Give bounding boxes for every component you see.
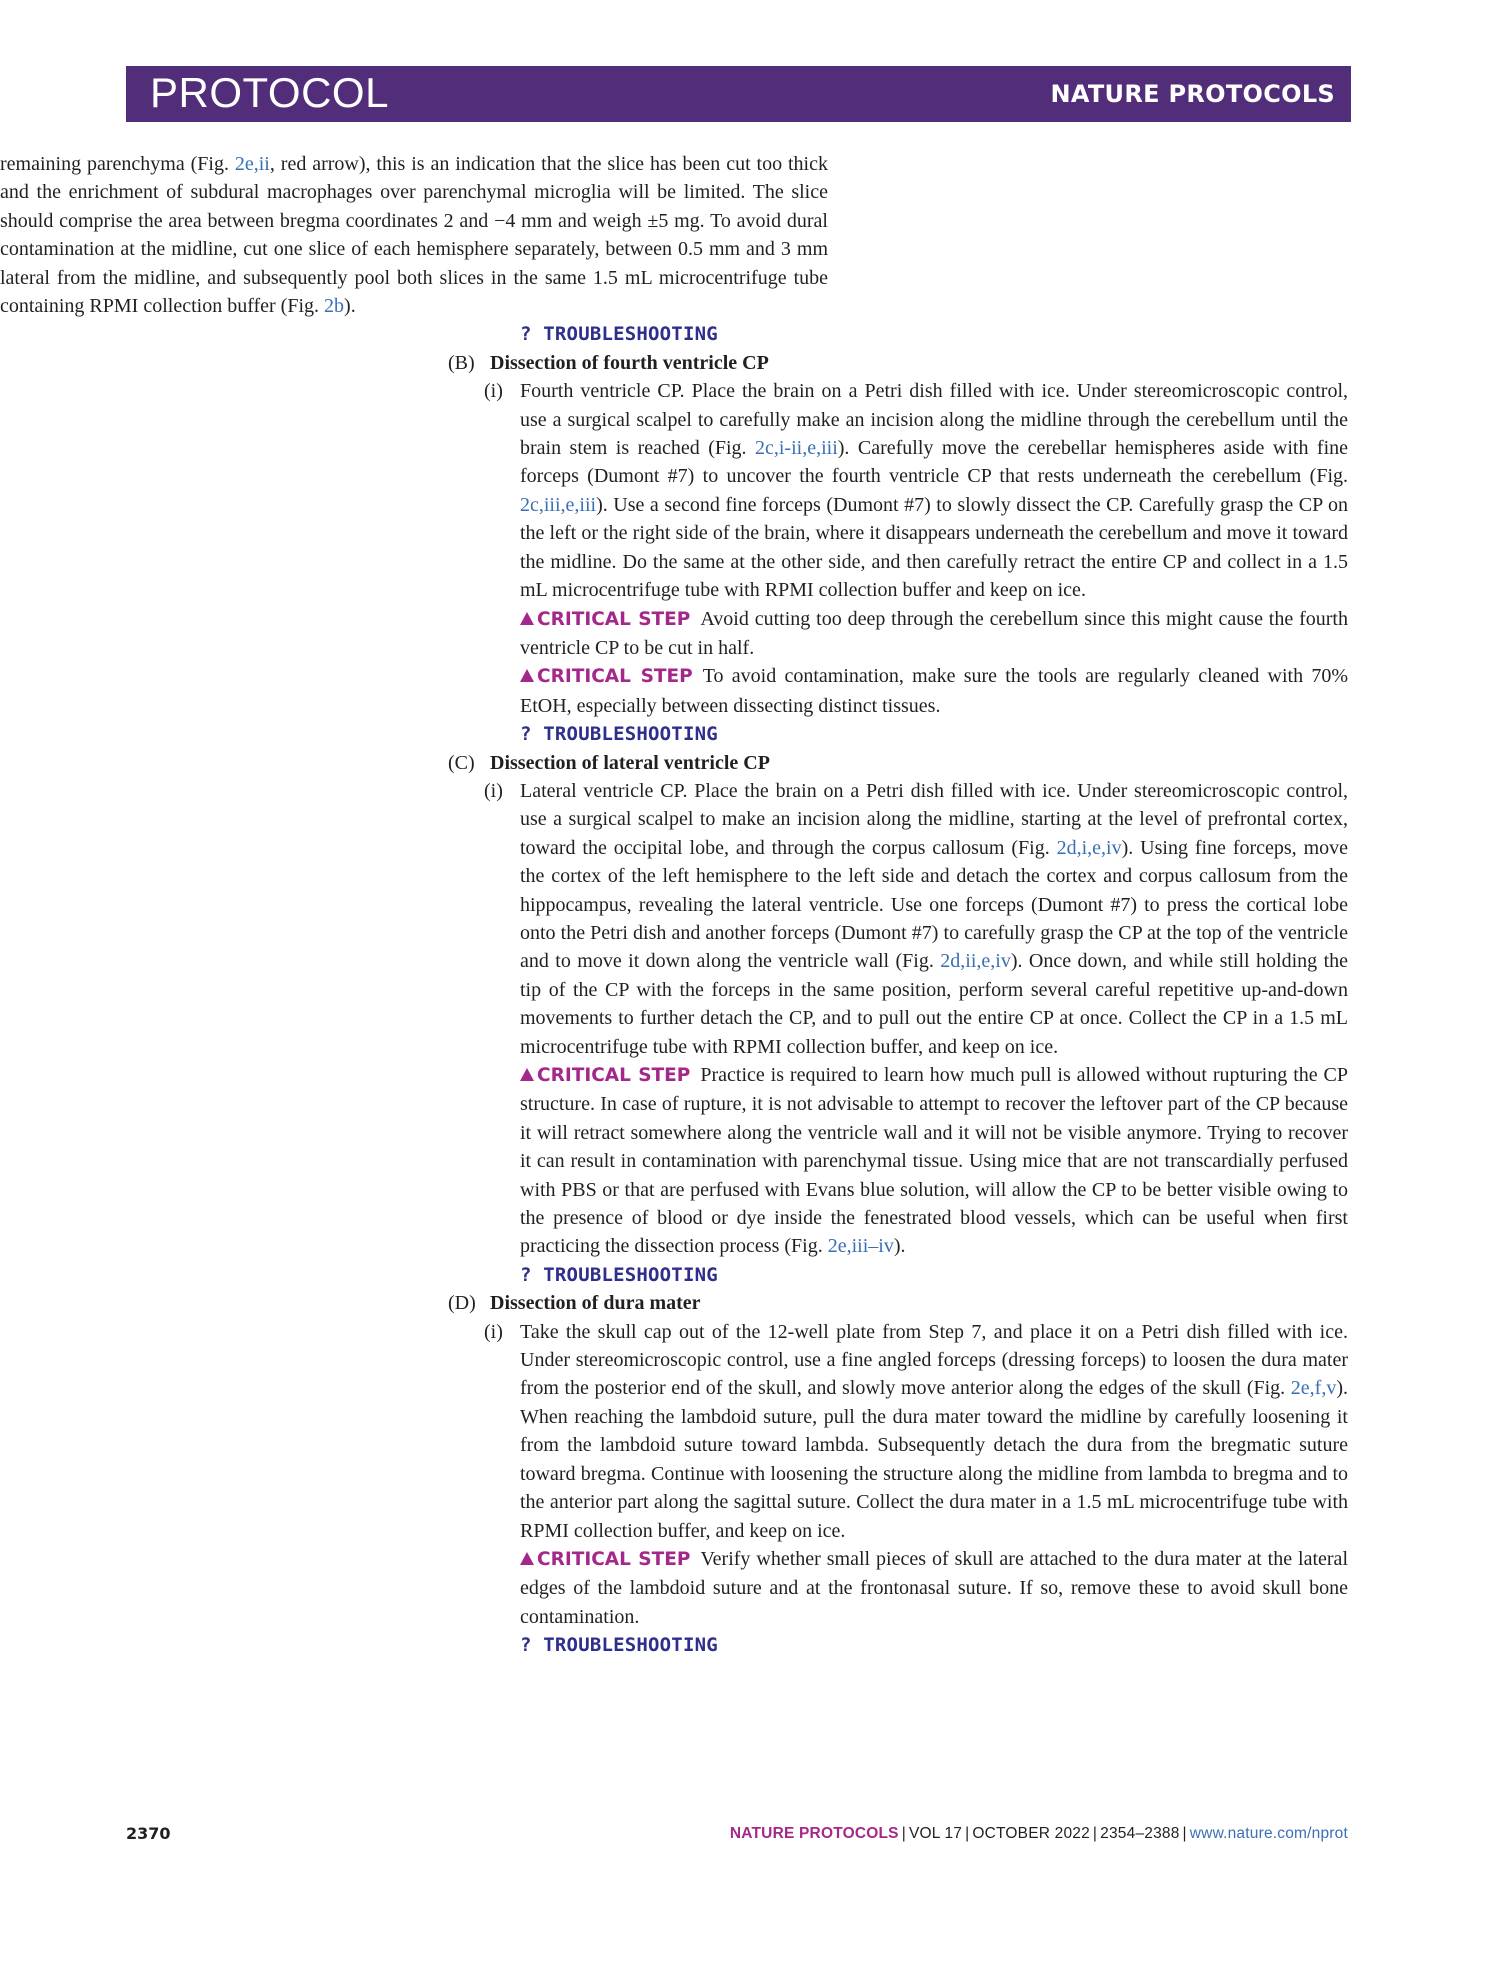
figure-link[interactable]: 2d,i,e,iv — [1056, 836, 1122, 859]
text: remaining parenchyma (Fig. — [0, 153, 235, 175]
header-bar — [126, 66, 1351, 122]
separator: | — [965, 1825, 970, 1842]
intro-paragraph — [0, 150, 828, 320]
text: ). Carefully move the cerebellar hemispheres aside with fine forceps (Dumont #7) to uncover the fourth ventricle CP that rests underneath the cerebellum (Fig. — [520, 437, 1348, 488]
footer-journal: NATURE PROTOCOLS — [729, 1825, 899, 1842]
text: , red arrow), this is an indication that the slice has been cut too thick and the enrichment of subdural macrophages over parenchymal microglia will be limited. The slice should comprise the area between bregma coordinates 2 and −4 mm and weigh ±5 mg. To avoid dural contamination at the midline, cut one slice of each hemisphere separately, between 0.5 mm and 3 mm lateral from the midline, and subsequently pool both slices in the same 1.5 mL microcentrifuge tube containing RPMI collection buffer (Fig. — [0, 153, 828, 318]
journal-name: NATURE PROTOCOLS — [1050, 80, 1335, 108]
text: Take the skull cap out of the 12-well plate from Step 7, and place it on a Petri dish filled with ice. Under stereomicroscopic control, use a fine angled forceps (dressing forceps) to loosen the dura mater from the posterior end of the skull, and slowly move anterior along the edges of the skull (Fig. — [520, 1320, 1348, 1400]
figure-link[interactable]: 2d,ii,e,iv — [940, 950, 1011, 973]
troubleshooting-link[interactable]: ? TROUBLESHOOTING — [520, 1263, 718, 1286]
main-content — [0, 150, 1489, 1660]
section-title: Dissection of lateral ventricle CP — [490, 751, 770, 774]
critical-step-note — [520, 605, 1348, 663]
separator: | — [1182, 1825, 1187, 1842]
text: ). — [893, 1235, 906, 1258]
section-d-step — [484, 1318, 1348, 1660]
footer-citation — [730, 1825, 1348, 1843]
troubleshooting-link[interactable]: ? TROUBLESHOOTING — [520, 723, 718, 746]
footer-date: OCTOBER 2022 — [972, 1825, 1090, 1842]
figure-link[interactable]: 2c,i-ii,e,iii — [755, 437, 838, 460]
text: Avoid cutting too deep through the cerebellum since this might cause the fourth ventricle CP to be cut in half. — [520, 607, 1348, 659]
section-title: Dissection of fourth ventricle CP — [490, 351, 769, 374]
critical-step-note — [520, 1545, 1348, 1631]
text: ). Using fine forceps, move the cortex of the left hemisphere to the left side and detach the cortex and corpus callosum from the hippocampus, revealing the lateral ventricle. Use one forceps (Dumont #7) to press the cortical lobe onto the Petri dish and another forceps (Dumont #7) to carefully grasp the CP at the top of the ventricle and to move it down along the ventricle wall (Fig. — [520, 836, 1349, 973]
section-c-header — [448, 749, 1348, 777]
figure-link[interactable]: 2e,f,v — [1290, 1377, 1337, 1400]
step-paragraph — [520, 377, 1348, 604]
troubleshooting-link[interactable]: ? TROUBLESHOOTING — [520, 1634, 718, 1657]
footer-url-link[interactable]: www.nature.com/nprot — [1189, 1825, 1348, 1842]
troubleshooting-link[interactable]: ? TROUBLESHOOTING — [520, 323, 718, 346]
section-b-step — [484, 377, 1348, 748]
critical-step-note — [520, 1061, 1348, 1261]
text: ). When reaching the lambdoid suture, pull the dura mater toward the midline by carefully loosening it from the lambdoid suture toward lambda. Subsequently detach the dura from the bregmatic suture toward bregma. Continue with loosening the structure along the midline from lambda to bregma and to the anterior part along the sagittal suture. Collect the dura mater in a 1.5 mL microcentrifuge tube with RPMI collection buffer, and keep on ice. — [520, 1377, 1348, 1542]
footer-volume: VOL 17 — [908, 1825, 963, 1842]
section-b-header — [448, 349, 1348, 377]
critical-step-label: CRITICAL STEP — [537, 608, 691, 630]
step-label: (i) — [484, 1320, 503, 1343]
figure-link[interactable]: 2e,ii — [234, 153, 270, 175]
critical-step-label: CRITICAL STEP — [537, 1065, 691, 1086]
text: Lateral ventricle CP. Place the brain on a Petri dish filled with ice. Under stereomicroscopic control, use a surgical scalpel to make an incision along the midline, starting at the level of prefrontal cortex, toward the occipital lobe, and through the corpus callosum (Fig. — [520, 779, 1348, 859]
step-paragraph — [520, 1318, 1348, 1545]
text: Verify whether small pieces of skull are attached to the dura mater at the lateral edges of the lambdoid suture and at the frontonasal suture. If so, remove these to avoid skull bone contamination. — [520, 1547, 1348, 1628]
figure-link[interactable]: 2c,iii,e,iii — [520, 493, 597, 516]
section-title: Dissection of dura mater — [490, 1292, 701, 1315]
text: ). — [344, 295, 356, 318]
warning-triangle-icon — [520, 1068, 534, 1081]
step-label: (i) — [484, 779, 503, 802]
text: ). Use a second fine forceps (Dumont #7) to slowly dissect the CP. Carefully grasp the CP on the left or the right side of the brain, where it disappears underneath the cerebellum and move it toward the midline. Do the same at the other side, and then carefully retract the entire CP and collect in a 1.5 mL microcentrifuge tube with RPMI collection buffer and keep on ice. — [520, 493, 1348, 602]
step-paragraph — [520, 777, 1348, 1061]
section-label: (B) — [448, 351, 475, 374]
critical-step-label: CRITICAL STEP — [537, 1548, 691, 1570]
section-label: (D) — [448, 1292, 476, 1315]
text: Practice is required to learn how much pull is allowed without rupturing the CP structure. In case of rupture, it is not advisable to attempt to recover the leftover part of the CP because it will retract somewhere along the ventricle wall and it will not be visible anymore. Trying to recover it can result in contamination with parenchymal tissue. Using mice that are not transcardially perfused with PBS or that are perfused with Evans blue solution, will allow the CP to be better visible owing to the presence of blood or dye inside the fenestrated blood vessels, which can be useful when first practicing the dissection process (Fig. — [520, 1064, 1348, 1258]
section-label: (C) — [448, 751, 475, 774]
figure-link[interactable]: 2e,iii–iv — [827, 1235, 894, 1258]
critical-step-note — [520, 662, 1348, 720]
step-label: (i) — [484, 380, 503, 403]
section-d-header — [448, 1289, 1348, 1317]
warning-triangle-icon — [520, 1552, 534, 1565]
section-type-label: PROTOCOL — [150, 69, 389, 116]
footer-pages: 2354–2388 — [1100, 1825, 1180, 1842]
warning-triangle-icon — [520, 669, 534, 682]
separator: | — [901, 1825, 906, 1842]
figure-link[interactable]: 2b — [324, 295, 345, 318]
text: ). Once down, and while still holding the tip of the CP with the forceps in the same position, perform several careful repetitive up-and-down movements to further detach the CP, and to pull out the entire CP at once. Collect the CP in a 1.5 mL microcentrifuge tube with RPMI collection buffer, and keep on ice. — [520, 950, 1348, 1058]
section-c-step — [484, 777, 1349, 1289]
warning-triangle-icon — [520, 612, 534, 625]
text: To avoid contamination, make sure the tools are regularly cleaned with 70% EtOH, especially between dissecting distinct tissues. — [520, 665, 1348, 717]
critical-step-label: CRITICAL STEP — [537, 666, 693, 688]
page-number: 2370 — [126, 1824, 171, 1843]
text: Fourth ventricle CP. Place the brain on a Petri dish filled with ice. Under stereomicroscopic control, use a surgical scalpel to carefully make an incision along the midline through the cerebellum until the brain stem is reached (Fig. — [520, 380, 1348, 460]
separator: | — [1092, 1825, 1098, 1842]
